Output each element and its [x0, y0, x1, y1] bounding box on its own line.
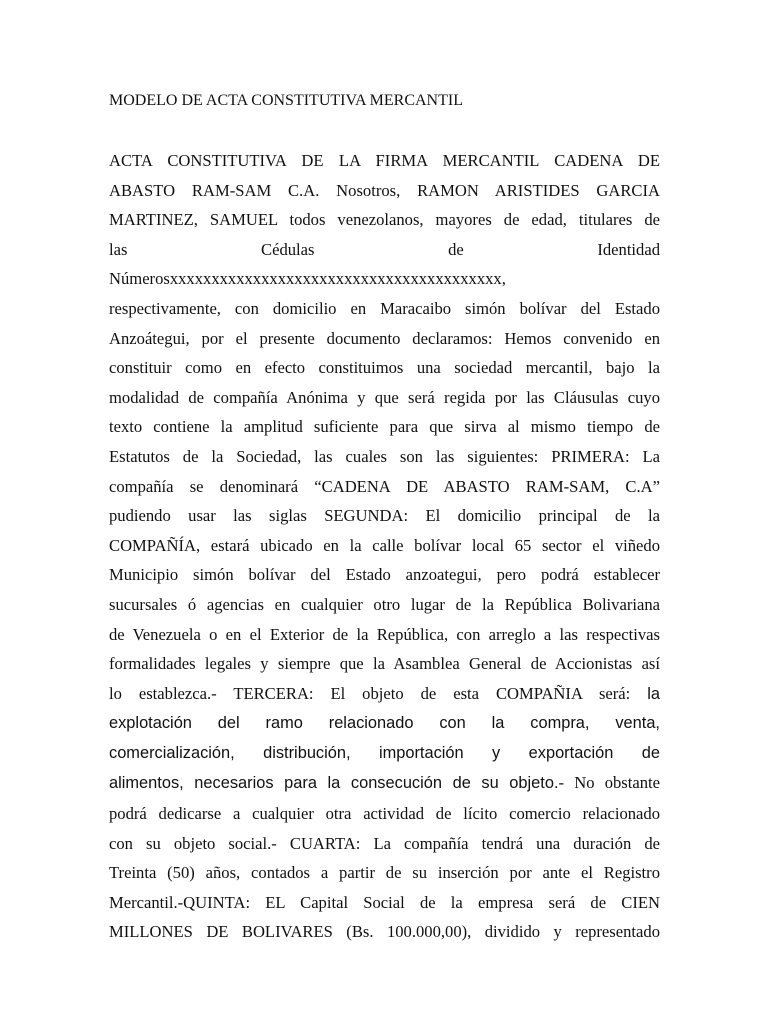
body-line: compañía se denominará “CADENA DE ABASTO RAM-SAM, C.A”	[109, 476, 660, 496]
body-line: pudiendo usar las siglas SEGUNDA: El domicilio principal de la	[109, 506, 660, 526]
document-body	[109, 146, 660, 947]
body-line: Mercantil.-QUINTA: EL Capital Social de la empresa será de CIEN	[109, 892, 660, 912]
body-line-sans: comercialización, distribución, importación y exportación de	[109, 743, 660, 762]
body-line: con su objeto social.- CUARTA: La compañía tendrá una duración de	[109, 833, 660, 853]
body-line: MILLONES DE BOLIVARES (Bs. 100.000,00), dividido y representado	[109, 922, 660, 942]
body-line-segment: lo establezca.- TERCERA: El objeto de esta COMPAÑIA será:	[109, 683, 631, 703]
body-line: podrá dedicarse a cualquier otra actividad de lícito comercio relacionado	[109, 804, 660, 824]
body-line: constituir como en efecto constituimos una sociedad mercantil, bajo la	[109, 358, 660, 378]
body-line-mixed	[109, 679, 660, 710]
body-line: de Venezuela o en el Exterior de la República, con arreglo a las respectivas	[109, 624, 660, 644]
body-line: MARTINEZ, SAMUEL todos venezolanos, mayores de edad, titulares de	[109, 210, 660, 230]
body-line: ACTA CONSTITUTIVA DE LA FIRMA MERCANTIL CADENA DE	[109, 151, 660, 170]
body-line: Estatutos de la Sociedad, las cuales son las siguientes: PRIMERA: La	[109, 446, 660, 466]
body-line-sans: explotación del ramo relacionado con la compra, venta,	[109, 714, 660, 733]
body-line: Anzoátegui, por el presente documento declaramos: Hemos convenido en	[109, 328, 660, 348]
body-line: COMPAÑÍA, estará ubicado en la calle bolívar local 65 sector el viñedo	[109, 535, 660, 555]
body-line: respectivamente, con domicilio en Maracaibo simón bolívar del Estado	[109, 298, 660, 318]
body-line: Municipio simón bolívar del Estado anzoategui, pero podrá establecer	[109, 565, 660, 585]
body-line: texto contiene la amplitud suficiente para que sirva al mismo tiempo de	[109, 417, 660, 437]
body-line-segment-sans: alimentos, necesarios para la consecución de su objeto.	[109, 774, 559, 793]
body-line-mixed	[109, 768, 660, 799]
document-title: MODELO DE ACTA CONSTITUTIVA MERCANTIL	[109, 92, 463, 109]
body-line: Númerosxxxxxxxxxxxxxxxxxxxxxxxxxxxxxxxxxxxxxxxx,	[109, 269, 506, 289]
body-line: formalidades legales y siempre que la Asamblea General de Accionistas así	[109, 654, 660, 674]
body-line: las Cédulas de Identidad	[109, 239, 660, 259]
body-line-segment: - No obstante	[558, 773, 661, 793]
body-line: ABASTO RAM-SAM C.A. Nosotros, RAMON ARISTIDES GARCIA	[109, 180, 660, 200]
body-line: modalidad de compañía Anónima y que será regida por las Cláusulas cuyo	[109, 387, 660, 407]
body-line: Treinta (50) años, contados a partir de su inserción por ante el Registro	[109, 863, 660, 883]
body-line: sucursales ó agencias en cualquier otro lugar de la República Bolivariana	[109, 594, 660, 614]
body-line-segment-sans: la	[647, 684, 660, 703]
